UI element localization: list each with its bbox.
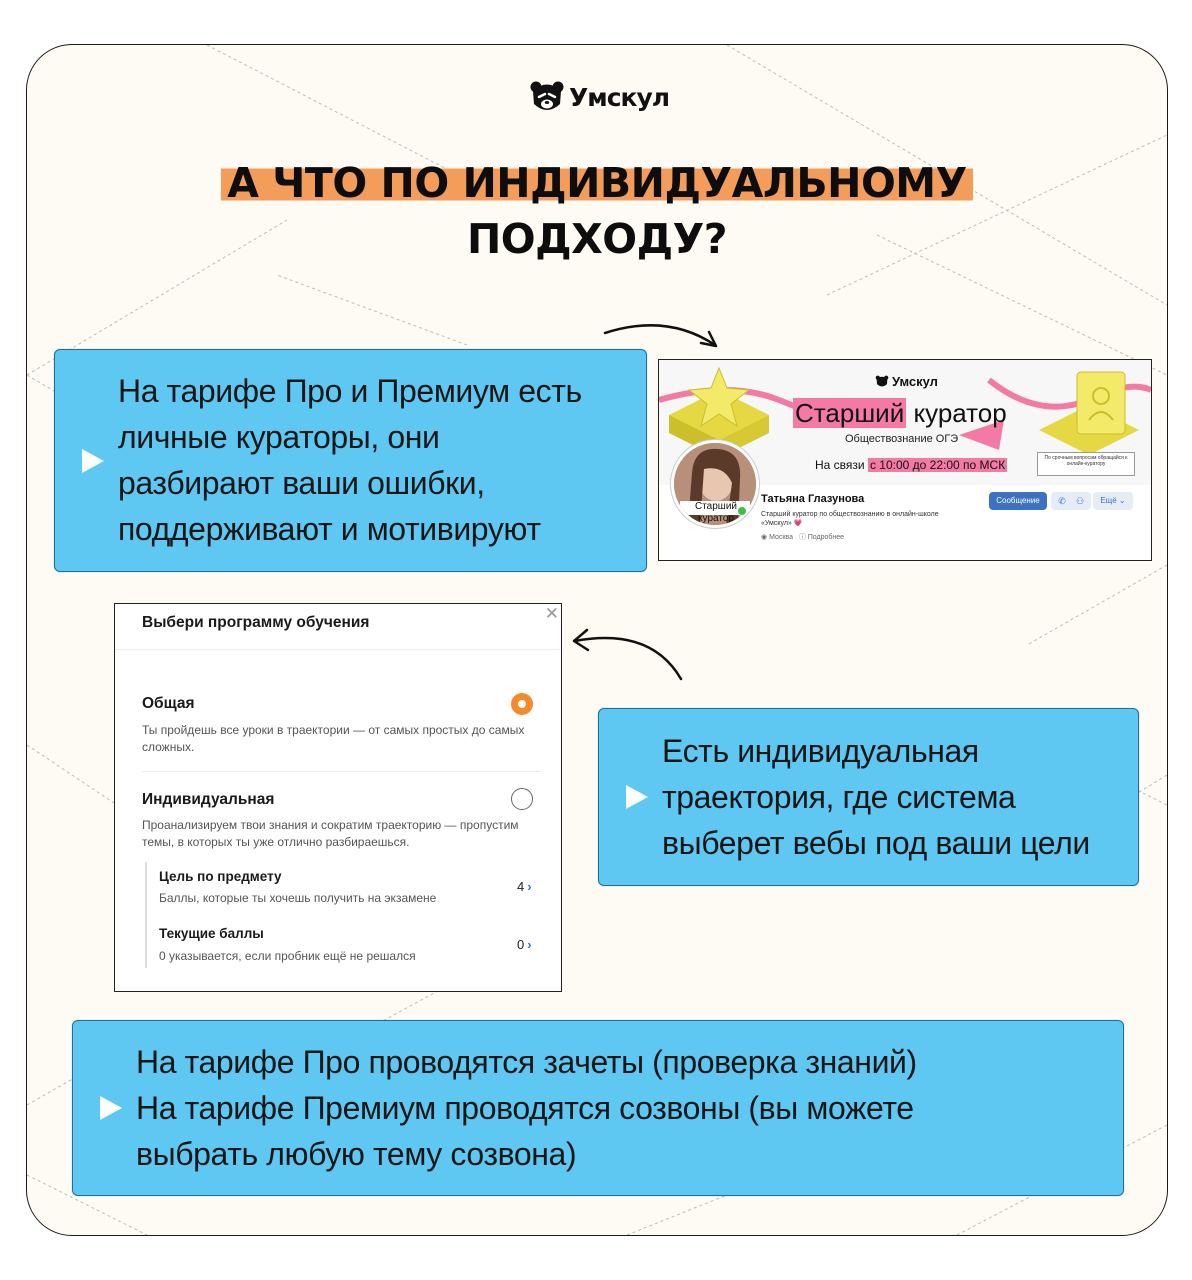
close-icon[interactable]: ✕ [544, 604, 559, 623]
chevron-right-icon: › [527, 879, 532, 894]
curator-brand-name: Умскул [892, 374, 938, 389]
info-line: разбирают ваши ошибки, [118, 465, 485, 501]
brand-logo [529, 77, 669, 117]
program-dialog-screenshot [114, 603, 562, 992]
settings-indent-line [145, 862, 147, 968]
curator-name: Татьяна Глазунова [761, 493, 865, 505]
setting-value: 0 [517, 937, 525, 952]
curator-description: Старший куратор по обществознанию в онлайн-школе «Умскул» 💗 [761, 511, 939, 527]
play-bullet-icon [626, 785, 648, 809]
avatar-caption: Старший куратор [694, 501, 737, 524]
option-description: Проанализируем твои знания и сократим траекторию — пропустим темы, в которых ты уже отлично разбираешься. [142, 818, 519, 849]
option-description: Ты пройдешь все уроки в траектории — от самых простых до самых сложных. [142, 723, 525, 754]
curator-hours [815, 458, 1007, 472]
brand-name: Умскул [569, 82, 670, 112]
curator-location-row [761, 532, 844, 542]
play-bullet-icon [82, 449, 104, 473]
setting-title: Текущие баллы [159, 926, 264, 941]
poster-card [26, 44, 1168, 1236]
add-friend-icon[interactable]: ⚇ [1069, 492, 1091, 510]
bear-logo-icon [875, 375, 889, 388]
info-icon: ⓘ [798, 534, 806, 541]
message-button[interactable]: Сообщение [989, 492, 1047, 510]
setting-title: Цель по предмету [159, 869, 282, 884]
curator-subject: Обществознание ОГЭ [845, 433, 959, 445]
info-line: личные кураторы, они [118, 419, 440, 455]
setting-value-goal[interactable] [517, 879, 532, 894]
curator-city: Москва [769, 534, 793, 541]
avatar[interactable] [671, 440, 759, 528]
curator-role-rest: куратор [906, 398, 1007, 428]
curator-hours-value: с 10:00 до 22:00 по МСК [869, 458, 1006, 472]
info-line: Есть индивидуальная [662, 733, 979, 769]
dialog-title: Выбери программу обучения [142, 614, 370, 631]
option-title-individual: Индивидуальная [142, 791, 275, 808]
play-bullet-icon [100, 1096, 122, 1120]
headline-line-1: А ЧТО ПО ИНДИВИДУАЛЬНОМУ [221, 157, 972, 209]
curator-note: По срочным вопросам обращайся к онлайн-куратору [1037, 452, 1135, 476]
info-line: поддерживают и мотивируют [118, 511, 541, 547]
radio-individual[interactable] [511, 788, 533, 810]
curator-profile-screenshot [658, 359, 1152, 561]
radio-general[interactable] [511, 693, 533, 715]
info-line: выберет вебы под ваши цели [662, 825, 1090, 861]
divider [115, 649, 561, 650]
headline-line-2: ПОДХОДУ? [466, 215, 728, 263]
info-line: траектория, где система [662, 779, 1016, 815]
info-box-curators [54, 349, 647, 572]
curator-role-highlight: Старший [795, 398, 905, 428]
setting-description: 0 указывается, если пробник ещё не решался [159, 949, 416, 963]
info-line: На тарифе Про проводятся зачеты (проверка знаний) [136, 1044, 917, 1080]
curator-hours-prefix: На связи [815, 458, 868, 472]
info-box-tests [72, 1020, 1124, 1196]
phone-icon[interactable]: ✆ [1051, 492, 1073, 510]
info-box-trajectory [598, 708, 1139, 886]
option-title-general: Общая [142, 695, 195, 712]
more-button[interactable]: Ещё ⌄ [1093, 492, 1133, 510]
divider [142, 771, 541, 772]
setting-value: 4 [517, 879, 525, 894]
info-line: На тарифе Про и Премиум есть [118, 373, 582, 409]
curator-details-link[interactable]: Подробнее [807, 534, 845, 541]
bear-logo-icon [529, 80, 565, 114]
info-line: На тарифе Премиум проводятся созвоны (вы можете [136, 1090, 914, 1126]
setting-value-current[interactable] [517, 937, 532, 952]
location-pin-icon: ◉ [761, 534, 768, 541]
chevron-right-icon: › [527, 937, 532, 952]
info-line: выбрать любую тему созвона) [136, 1136, 577, 1172]
setting-description: Баллы, которые ты хочешь получить на экзамене [159, 891, 437, 905]
curator-role-title [793, 398, 1007, 429]
headline [27, 157, 1167, 265]
curator-brand [875, 374, 938, 389]
online-status-dot [737, 506, 747, 516]
curved-arrow-left-icon [567, 619, 697, 685]
